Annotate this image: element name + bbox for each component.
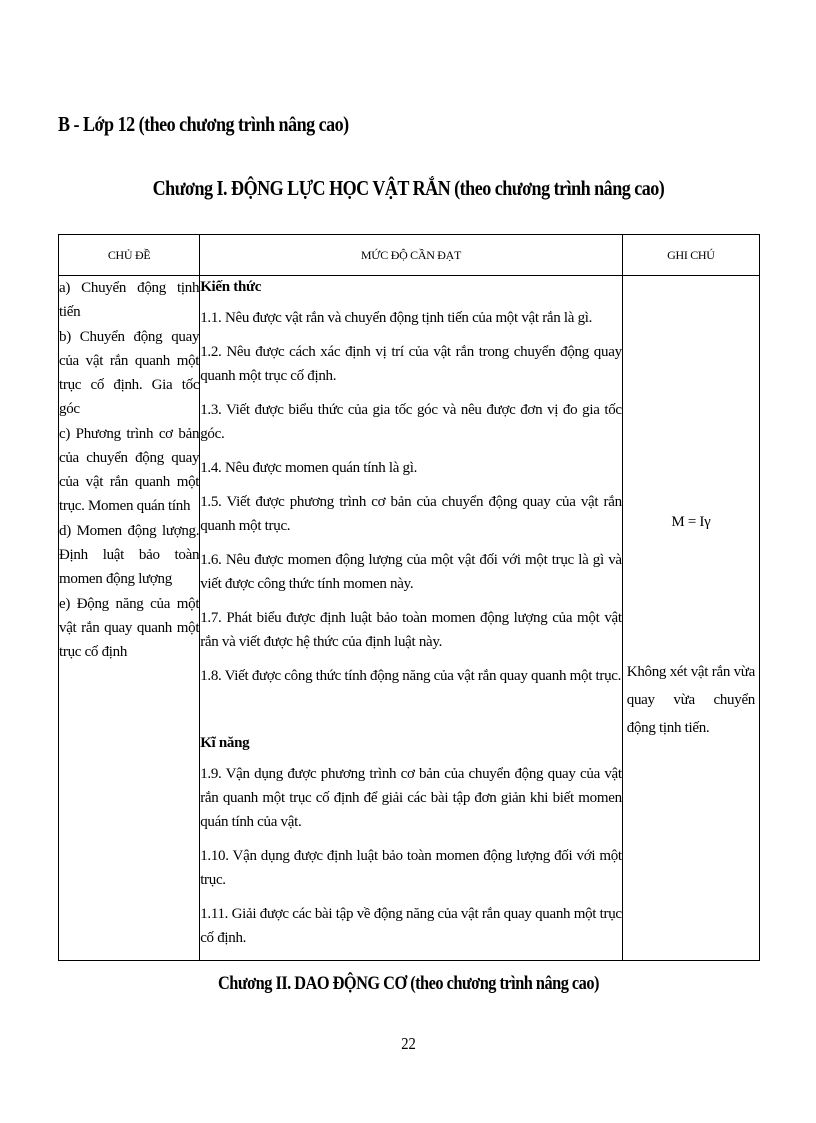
skills-heading: Kĩ năng: [200, 735, 250, 751]
topics-cell: [59, 276, 200, 961]
topic-item: c) Phương trình cơ bản của chuyển động quay của vật rắn quanh một trục. Momen quán tính: [59, 426, 200, 514]
knowledge-item: 1.5. Viết được phương trình cơ bản của chuyển động quay của vật rắn quanh một trục.: [200, 494, 622, 534]
topic-item: a) Chuyển động tịnh tiến: [59, 280, 200, 320]
note-remark: Không xét vật rắn vừa quay vừa chuyển động tịnh tiến.: [626, 664, 755, 736]
skills-item: 1.10. Vận dụng được định luật bảo toàn momen động lượng đối với một trục.: [200, 848, 622, 888]
table-row: [59, 276, 760, 961]
knowledge-item: 1.7. Phát biểu được định luật bảo toàn momen động lượng của một vật rắn và viết được hệ thức của định luật này.: [200, 610, 622, 650]
table-header-row: [59, 235, 760, 276]
notes-cell: [622, 276, 759, 961]
requirements-cell: [200, 276, 623, 961]
knowledge-heading: Kiến thức: [200, 279, 262, 295]
chapter-1-title: Chương I. ĐỘNG LỰC HỌC VẬT RẮN (theo chương trình nâng cao): [152, 176, 664, 200]
curriculum-table: [58, 234, 760, 961]
page-number: 22: [400, 1034, 416, 1053]
topic-item: b) Chuyển động quay của vật rắn quanh một trục cố định. Gia tốc góc: [59, 329, 200, 417]
knowledge-item: 1.6. Nêu được momen động lượng của một vật đối với một trục là gì và viết được công thức tính momen này.: [200, 552, 622, 592]
note-formula: M = Iγ: [671, 514, 711, 530]
knowledge-item: 1.4. Nêu được momen quán tính là gì.: [200, 460, 418, 476]
knowledge-item: 1.1. Nêu được vật rắn và chuyển động tịnh tiến của một vật rắn là gì.: [200, 310, 593, 326]
knowledge-item: 1.3. Viết được biểu thức của gia tốc góc và nêu được đơn vị đo gia tốc góc.: [200, 402, 622, 442]
chapter-2-title: Chương II. DAO ĐỘNG CƠ (theo chương trình nâng cao): [217, 973, 599, 994]
topic-item: e) Động năng của một vật rắn quay quanh một trục cố định: [59, 596, 200, 660]
topic-item: d) Momen động lượng. Định luật bảo toàn momen động lượng: [59, 523, 200, 587]
skills-item: 1.11. Giải được các bài tập về động năng của vật rắn quay quanh một trục cố định.: [200, 906, 622, 946]
header-note: GHI CHÚ: [622, 235, 759, 276]
header-requirement: MỨC ĐỘ CẦN ĐẠT: [200, 235, 623, 276]
knowledge-item: 1.2. Nêu được cách xác định vị trí của vật rắn trong chuyển động quay quanh một trục cố định.: [200, 344, 622, 384]
header-topic: CHỦ ĐỀ: [59, 235, 200, 276]
knowledge-item: 1.8. Viết được công thức tính động năng của vật rắn quay quanh một trục.: [200, 668, 622, 684]
skills-item: 1.9. Vận dụng được phương trình cơ bản của chuyển động quay của vật rắn quanh một trục cố định để giải các bài tập đơn giản khi biết momen quán tính của vật.: [200, 766, 622, 830]
section-title: B - Lớp 12 (theo chương trình nâng cao): [58, 112, 349, 136]
